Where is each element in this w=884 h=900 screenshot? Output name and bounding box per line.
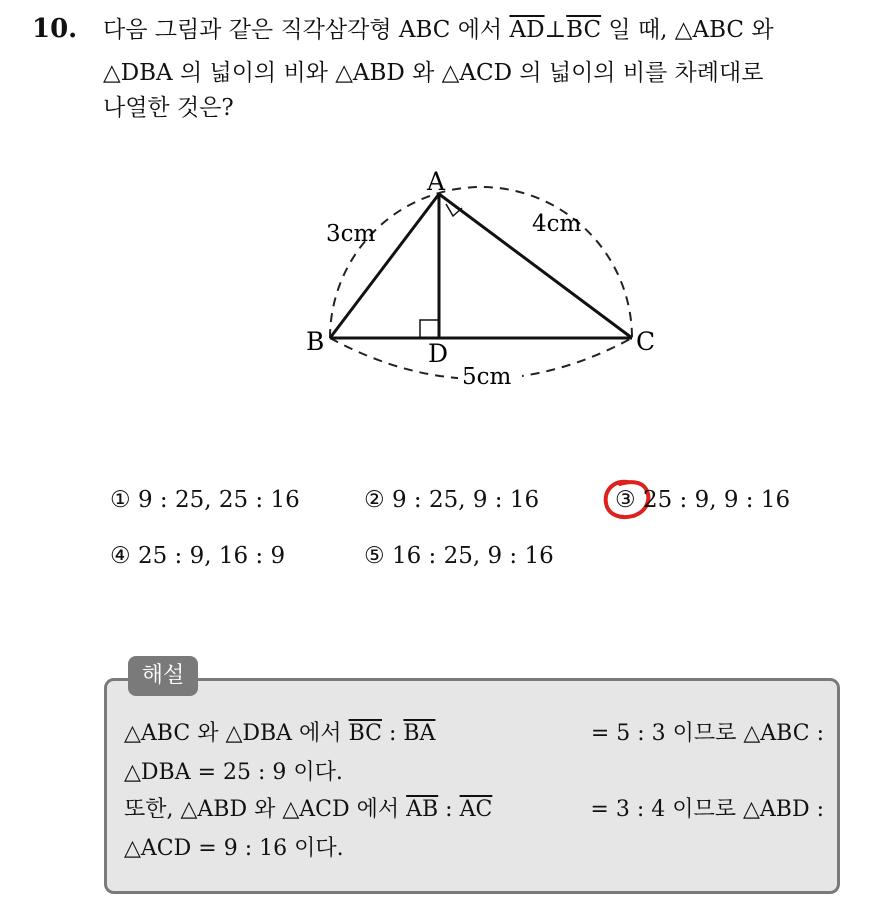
- circumcircle-arc-upper: [330, 187, 632, 338]
- segment-bc: $\overline{BC}$: [348, 721, 382, 746]
- solution-text-part: = 5 : 3 이므로 △ABC :: [590, 721, 824, 746]
- question-text-part: 다음 그림과 같은 직각삼각형 ABC 에서: [103, 17, 510, 43]
- choice-text: 25 : 9, 9 : 16: [642, 487, 791, 513]
- length-label-ac: 4cm: [532, 211, 582, 237]
- choice-mark: ⑤: [364, 543, 385, 569]
- colon: :: [438, 797, 460, 822]
- choice-mark: ②: [364, 487, 385, 513]
- perpendicular-symbol: ⊥: [544, 17, 567, 43]
- segment-ac: $\overline{AC}$: [459, 797, 493, 822]
- length-label-bc: 5cm: [462, 364, 512, 390]
- choice-4[interactable]: [110, 543, 285, 569]
- solution-text-part: = 3 : 4 이므로 △ABD :: [590, 797, 824, 822]
- solution-text: △ABC 와 △DBA 에서: [124, 721, 349, 746]
- choice-2[interactable]: [364, 487, 539, 513]
- vertex-label-c: C: [636, 327, 656, 356]
- colon: :: [381, 721, 404, 746]
- side-ab: [330, 194, 439, 338]
- right-angle-mark-d: [420, 320, 439, 338]
- solution-line-3: [124, 792, 824, 823]
- choice-5[interactable]: [364, 543, 554, 569]
- choice-text: 16 : 25, 9 : 16: [391, 543, 554, 569]
- solution-line-1: [124, 716, 824, 747]
- segment-ab: $\overline{AB}$: [406, 797, 439, 822]
- choice-3[interactable]: [615, 487, 790, 513]
- vertex-label-b: B: [306, 327, 325, 356]
- solution-text: 또한, △ABD 와 △ACD 에서: [124, 797, 407, 822]
- solution-line-4: △ACD = 9 : 16 이다.: [124, 836, 344, 861]
- segment-ad: $\overline{AD}$: [509, 17, 545, 43]
- question-number: 10.: [32, 14, 78, 44]
- segment-ba: $\overline{BA}$: [403, 721, 436, 746]
- vertex-label-a: A: [427, 167, 446, 196]
- vertex-label-d: D: [428, 339, 449, 368]
- solution-text-part: [124, 716, 435, 747]
- solution-line-2: △DBA = 25 : 9 이다.: [124, 760, 343, 785]
- choice-mark: ③: [615, 487, 636, 513]
- question-line-2: △DBA 의 넓이의 비와 △ABD 와 △ACD 의 넓이의 비를 차례대로: [103, 60, 764, 86]
- choice-text: 25 : 9, 16 : 9: [137, 543, 286, 569]
- choice-mark: ④: [110, 543, 131, 569]
- solution-text-part: [124, 792, 492, 823]
- choice-mark: ①: [110, 487, 131, 513]
- choice-1[interactable]: [110, 487, 300, 513]
- solution-badge: 해설: [128, 656, 198, 696]
- length-label-ab: 3cm: [326, 221, 376, 247]
- choice-text: 9 : 25, 25 : 16: [137, 487, 300, 513]
- segment-bc: $\overline{BC}$: [566, 17, 602, 43]
- choice-text: 9 : 25, 9 : 16: [391, 487, 540, 513]
- question-line-3: 나열한 것은?: [103, 95, 234, 121]
- question-text-part: 일 때, △ABC 와: [601, 17, 774, 43]
